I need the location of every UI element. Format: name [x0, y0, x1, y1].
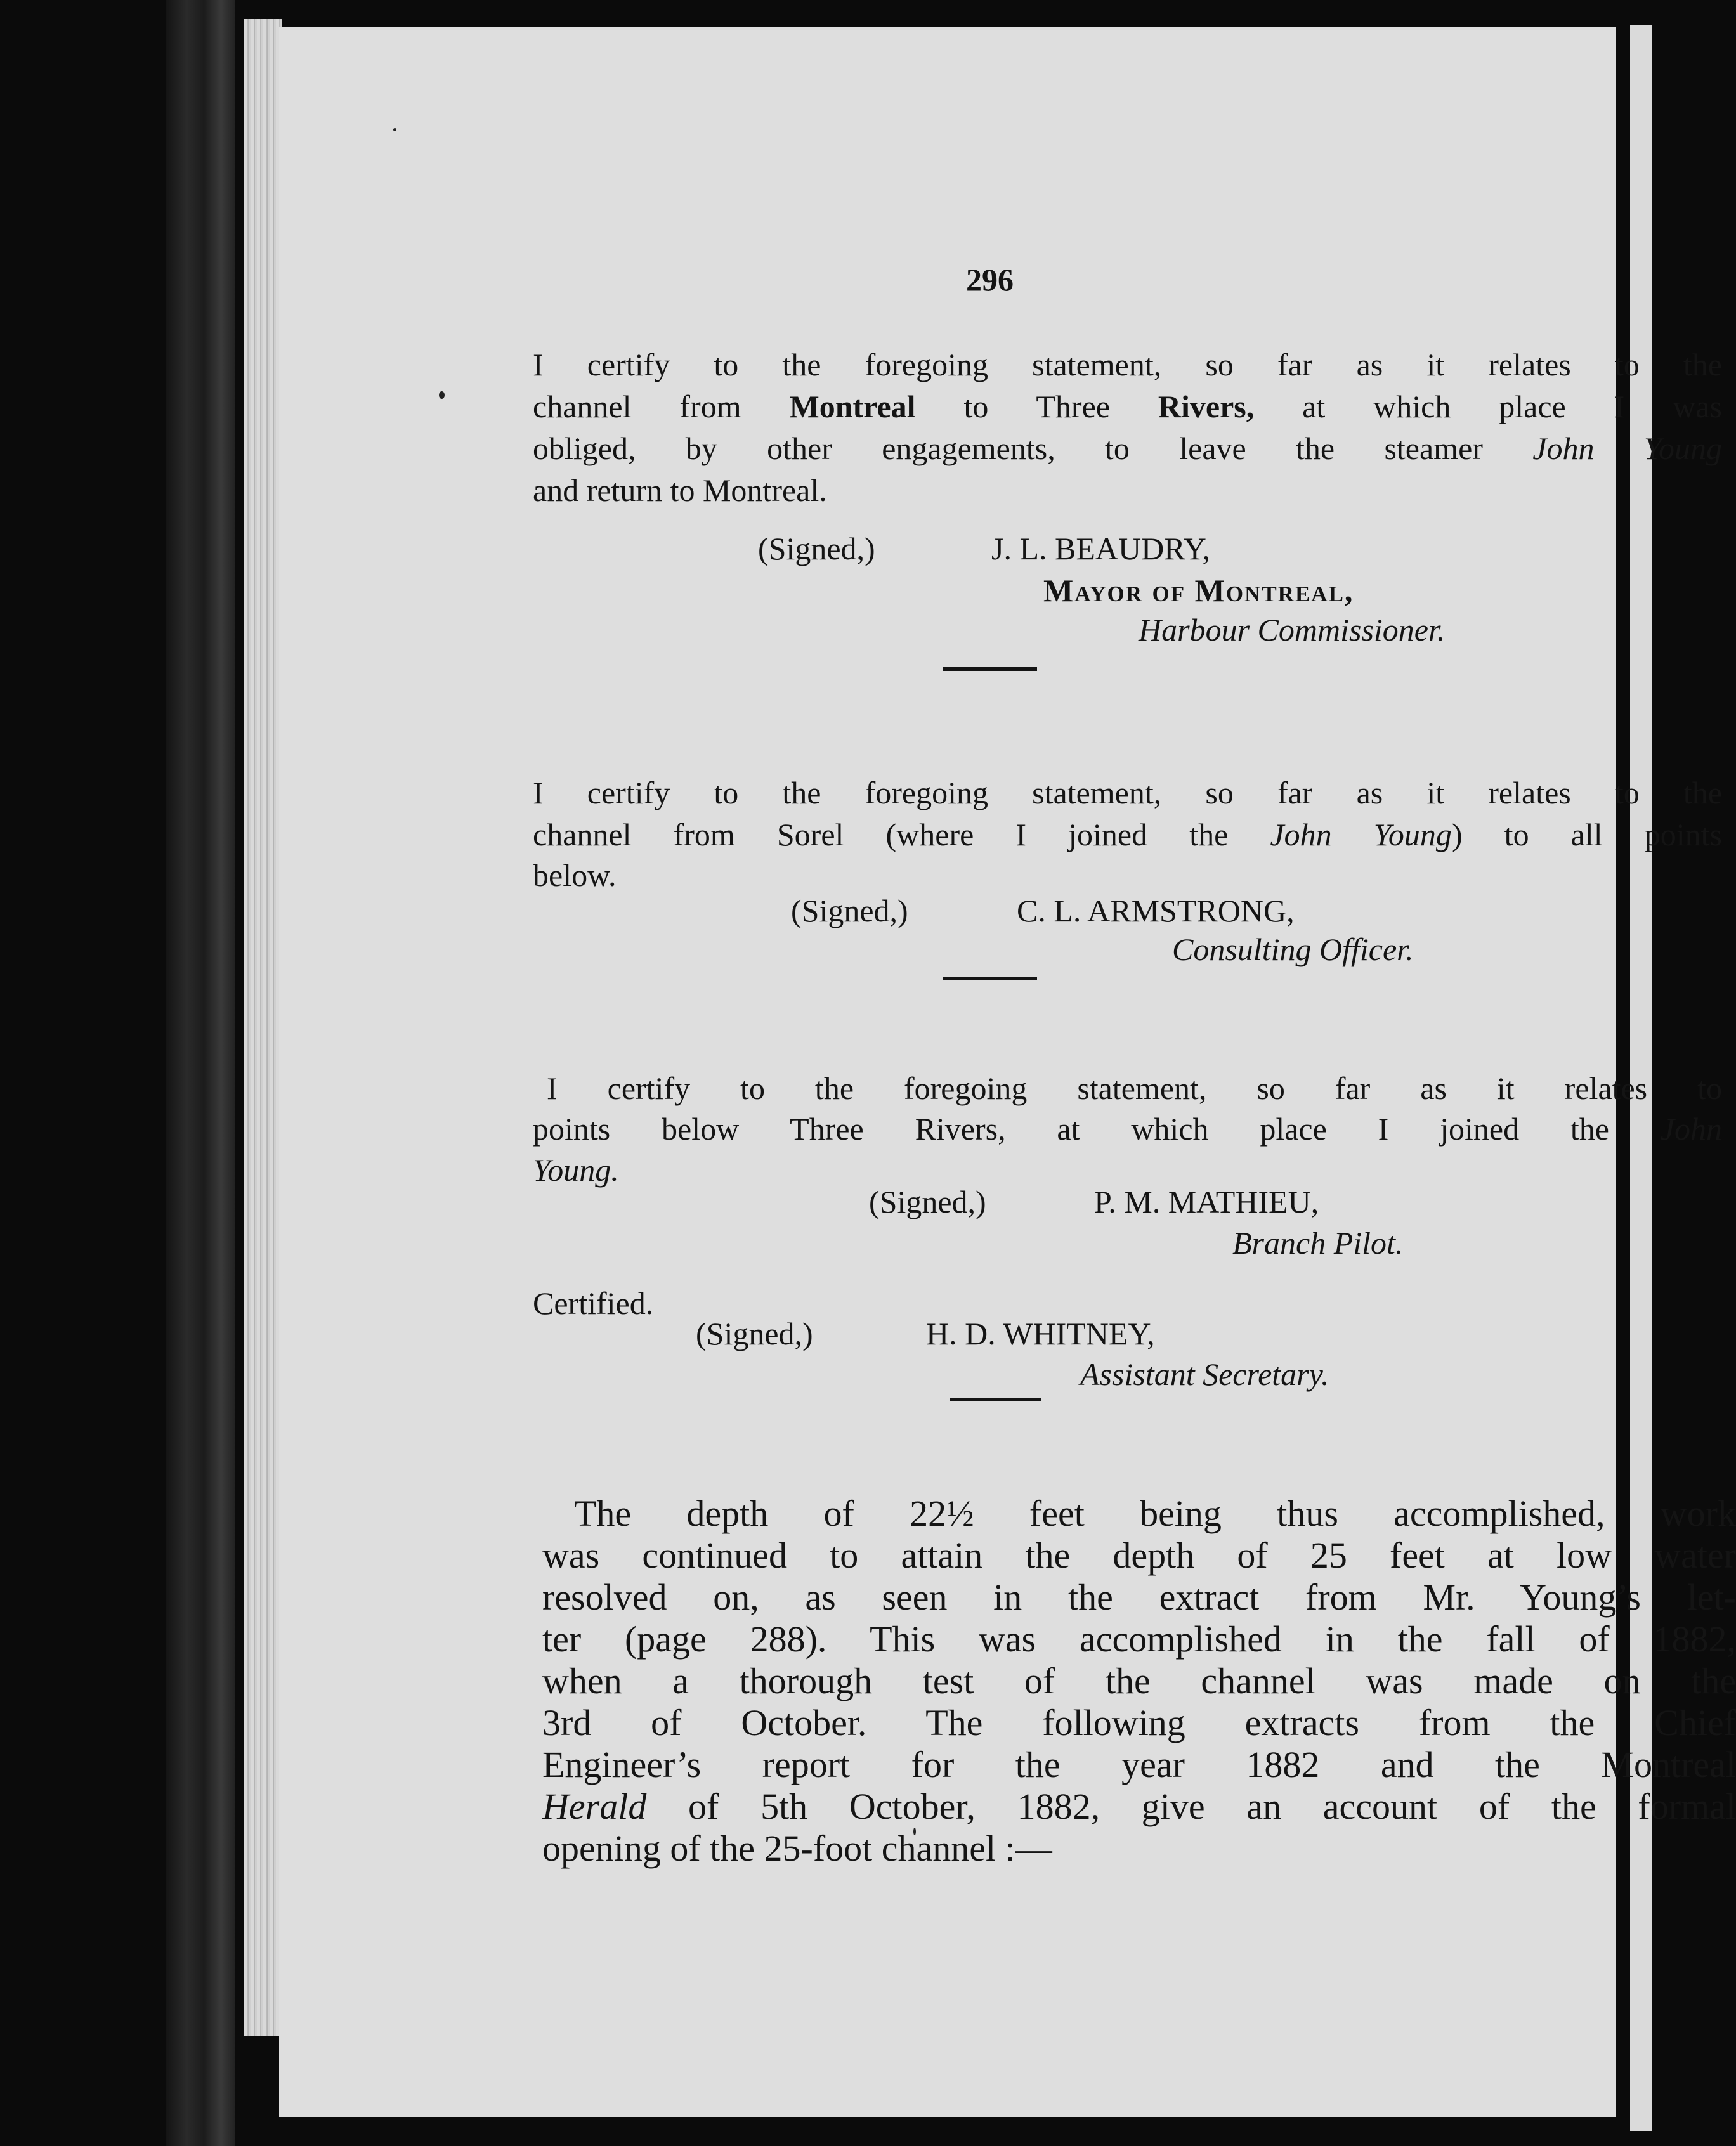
cert2-line2: channel from Sorel (where I joined the John Young) to all points [533, 817, 1722, 852]
cert1-line1: I certify to the foregoing statement, so far as it relates to the [533, 347, 1722, 382]
cert2-line1: I certify to the foregoing statement, so far as it relates to the [533, 775, 1722, 810]
closing-line3: resolved on, as seen in the extract from Mr. Young’s let- [542, 1577, 1736, 1618]
cert1-line2: channel from Montreal to Three Rivers, at which place I was [533, 389, 1722, 424]
cert4-title1: Assistant Secretary. [1080, 1356, 1329, 1392]
page-edges [244, 19, 282, 2036]
cert2-signed: (Signed,) [791, 893, 908, 928]
ink-speck [439, 391, 445, 399]
cert3-line2: points below Three Rivers, at which place I joined the John [533, 1111, 1723, 1147]
cert1-line3: obliged, by other engagements, to leave the steamer John Young [533, 431, 1722, 466]
cert1-title1: Mayor of Montreal, [1043, 573, 1354, 608]
cert3-signed: (Signed,) [869, 1184, 986, 1219]
cert1-title2: Harbour Commissioner. [1139, 612, 1446, 647]
cert4-signed: (Signed,) [696, 1316, 813, 1351]
cert3-title1: Branch Pilot. [1232, 1225, 1404, 1261]
page-number: 296 [966, 262, 1014, 297]
cert3-name: P. M. MATHIEU, [1094, 1184, 1319, 1219]
cert3-line1: I certify to the foregoing statement, so far as it relates to [547, 1070, 1722, 1106]
closing-line1: The depth of 22½ feet being thus accomplished, work [574, 1493, 1736, 1534]
ink-speck [393, 128, 396, 131]
cert3-line3: Young. [533, 1152, 619, 1188]
divider-rule [943, 977, 1037, 980]
divider-rule [950, 1398, 1041, 1401]
cert1-name: J. L. BEAUDRY, [991, 531, 1210, 566]
cert1-line4: and return to Montreal. [533, 472, 827, 508]
closing-line4: ter (page 288). This was accomplished in the fall of 1882, [542, 1618, 1736, 1660]
closing-line6: 3rd of October. The following extracts from the Chief [542, 1702, 1736, 1743]
closing-line8: Herald of 5th October, 1882, give an account of the formal [542, 1786, 1736, 1827]
book-binding [166, 0, 235, 2146]
cert2-line3: below. [533, 857, 617, 893]
closing-line2: was continued to attain the depth of 25 feet at low water [542, 1535, 1736, 1576]
cert2-title1: Consulting Officer. [1172, 932, 1414, 967]
cert1-signed: (Signed,) [758, 531, 875, 566]
cert2-name: C. L. ARMSTRONG, [1017, 893, 1295, 928]
divider-rule [943, 667, 1037, 671]
closing-line9: opening of the 25-foot channel :— [542, 1828, 1052, 1869]
cert4-certified: Certified. [533, 1285, 654, 1321]
closing-line7: Engineer’s report for the year 1882 and the Montreal [542, 1744, 1736, 1785]
cert4-name: H. D. WHITNEY, [926, 1316, 1155, 1351]
document-page [279, 27, 1736, 2117]
closing-line5: when a thorough test of the channel was made on the [542, 1660, 1736, 1701]
